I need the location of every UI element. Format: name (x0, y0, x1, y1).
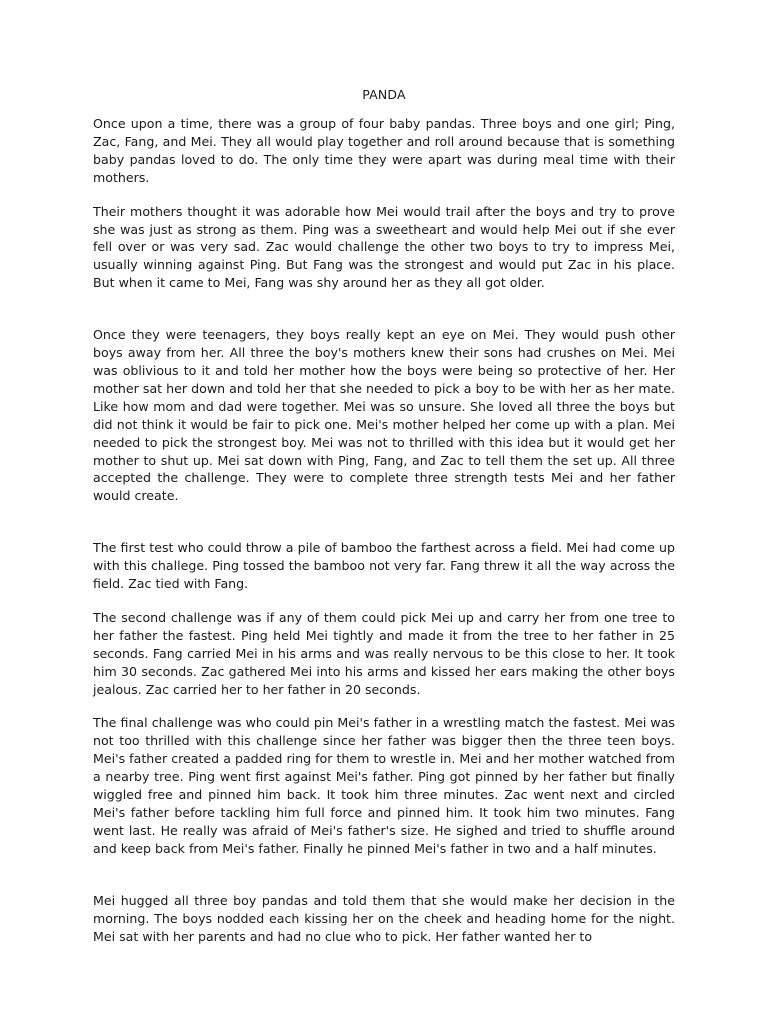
paragraph-spacer (93, 698, 675, 714)
paragraph-4: The first test who could throw a pile of bamboo the farthest across a field. Mei had come up with this challege. Ping tossed the bamboo not very far. Fang threw it all the way across the field. Zac tied with Fang. (93, 540, 675, 592)
paragraph-spacer (93, 292, 675, 326)
document-title: PANDA (362, 87, 406, 102)
paragraph-2: Their mothers thought it was adorable how Mei would trail after the boys and try to prove she was just as strong as them. Ping was a sweetheart and would help Mei out if she ever fell over or was very sad. Zac would challenge the other two boys to try to impress Mei, usually winning against Ping. But Fang was the strongest and would put Zac in his place. But when it came to Mei, Fang was shy around her as they all got older. (93, 203, 675, 291)
paragraph-5: The second challenge was if any of them could pick Mei up and carry her from one tree to her father the fastest. Ping held Mei tightly and made it from the tree to her father in 25 seconds. Fang carried Mei in his arms and was really nervous to be this close to her. It took him 30 seconds. Zac gathered Mei into his arms and kissed her ears making the other boys jealous. Zac carried her to her father in 20 seconds. (93, 609, 675, 697)
paragraph-spacer (93, 593, 675, 609)
paragraph-spacer (93, 858, 675, 892)
document-page (93, 86, 675, 945)
paragraph-spacer (93, 505, 675, 539)
paragraph-spacer (93, 187, 675, 203)
paragraph-6: The final challenge was who could pin Mei's father in a wrestling match the fastest. Mei was not too thrilled with this challenge since her father was bigger then the three teen boys. Mei's father created a padded ring for them to wrestle in. Mei and her mother watched from a nearby tree. Ping went first against Mei's father. Ping got pinned by her father but finally wiggled free and pinned him back. It took him three minutes. Zac went next and circled Mei's father before tackling him full force and pinned him. It took him two minutes. Fang went last. He really was afraid of Mei's father's size. He sighed and tried to shuffle around and keep back from Mei's father. Finally he pinned Mei's father in two and a half minutes. (93, 715, 675, 856)
paragraph-3: Once they were teenagers, they boys really kept an eye on Mei. They would push other boys away from her. All three the boy's mothers knew their sons had crushes on Mei. Mei was oblivious to it and told her mother how the boys were being so protective of her. Her mother sat her down and told her that she needed to pick a boy to be with her as her mate. Like how mom and dad were together. Mei was so unsure. She loved all three the boys but did not think it would be fair to pick one. Mei's mother helped her come up with a plan. Mei needed to pick the strongest boy. Mei was not to thrilled with this idea but it would get her mother to shut up. Mei sat down with Ping, Fang, and Zac to tell them the set up. All three accepted the challenge. They were to complete three strength tests Mei and her father would create. (93, 327, 675, 504)
paragraph-1: Once upon a time, there was a group of four baby pandas. Three boys and one girl; Ping, Zac, Fang, and Mei. They all would play together and roll around because that is something baby pandas loved to do. The only time they were apart was during meal time with their mothers. (93, 116, 675, 185)
paragraph-7: Mei hugged all three boy pandas and told them that she would make her decision in the morning. The boys nodded each kissing her on the cheek and heading home for the night. Mei sat with her parents and had no clue who to pick. Her father wanted her to (93, 892, 675, 944)
